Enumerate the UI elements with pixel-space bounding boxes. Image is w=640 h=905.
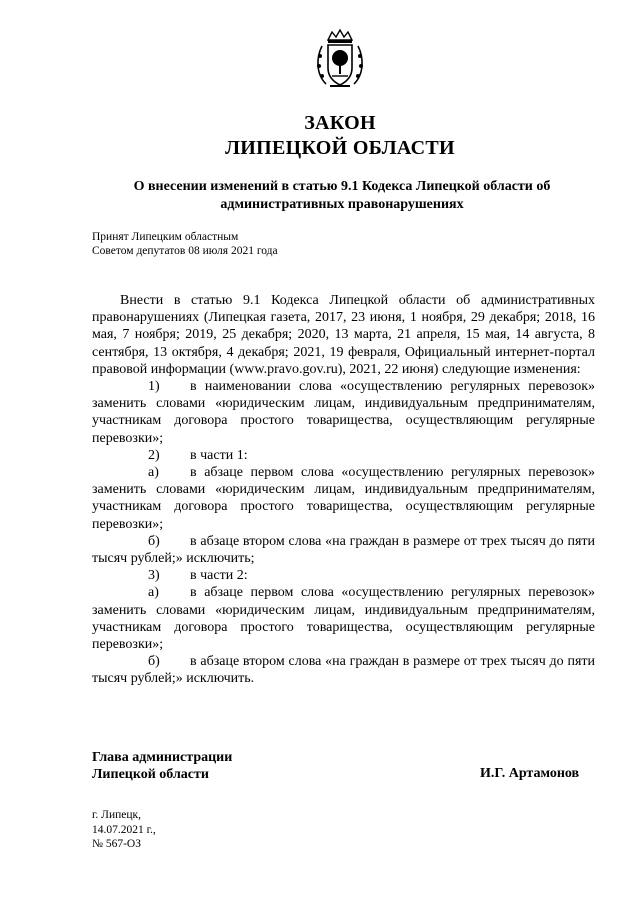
adoption-line1: Принят Липецким областным [92,231,239,243]
footer-date: 14.07.2021 г., [92,823,156,836]
item-2b-number: б) [148,533,160,549]
item-1-text: в наименовании слова «осуществлению регулярных перевозок» заменить словами «юридическим лицам, индивидуальным предпринимателям, участникам договора простого товарищества, осуществляющим регулярные перевозки»; [92,379,595,446]
amendment-item-2 [92,447,595,464]
signatory-name: И.Г. Артамонов [480,766,580,781]
item-2-number: 2) [148,447,160,463]
law-title-line1: ЗАКОН [304,112,376,134]
signatory-position [92,749,232,783]
amendment-item-3 [92,567,595,584]
document-footer [92,808,156,852]
footer-number: № 567-ОЗ [92,838,141,850]
item-3b-text: в абзаце втором слова «на граждан в размере от трех тысяч до пяти тысяч рублей;» исключить. [92,654,595,687]
item-3-number: 3) [148,568,160,584]
item-3a-text: в абзаце первом слова «осуществлению регулярных перевозок» заменить словами «юридическим лицам, индивидуальным предпринимателям, участникам договора простого товарищества, осуществляющим регулярные перевозки»; [92,585,595,653]
law-subject: О внесении изменений в статью 9.1 Кодекса Липецкой области об административных правонарушениях [133,179,551,212]
item-2b-text: в абзаце втором слова «на граждан в размере от трех тысяч до пяти тысяч рублей;» исключить; [92,533,595,567]
amendment-item-1 [92,378,595,447]
amendment-item-2a [92,464,595,533]
law-body [92,292,595,688]
item-1-number: 1) [148,379,160,395]
item-2a-text: в абзаце первом слова «осуществлению регулярных перевозок» заменить словами «юридическим лицам, индивидуальным предпринимателям, участникам договора простого товарищества, осуществляющим регулярные перевозки»; [92,465,595,532]
signatory-position-line1: Глава администрации [92,750,233,765]
coat-of-arms-icon [314,28,366,92]
item-3-text: в части 2: [190,568,248,584]
law-title-line2: ЛИПЕЦКОЙ ОБЛАСТИ [225,137,455,159]
amendment-item-3b [92,653,595,687]
adoption-line2: Советом депутатов 08 июля 2021 года [92,245,278,257]
intro-paragraph: Внести в статью 9.1 Кодекса Липецкой области об административных правонарушениях (Липецкая газета, 2017, 23 июня, 1 ноября, 29 декабря; 2018, 16 мая, 7 ноября; 2019, 25 декабря; 2020, 13 марта, 21 апреля, 15 мая, 14 августа, 8 сентября, 13 октября, 4 декабря; 2021, 19 февраля, Официальный интернет-портал правовой информации (www.pravo.gov.ru), 2021, 22 июня) следующие изменения: [92,293,595,377]
amendment-item-2b [92,533,595,567]
amendment-item-3a [92,584,595,653]
item-2-text: в части 1: [190,447,248,463]
item-3b-number: б) [148,654,160,670]
adoption-note [92,230,278,258]
signatory-position-line2: Липецкой области [92,767,209,782]
item-2a-number: а) [148,465,159,481]
footer-city: г. Липецк, [92,809,141,821]
item-3a-number: а) [148,585,159,601]
